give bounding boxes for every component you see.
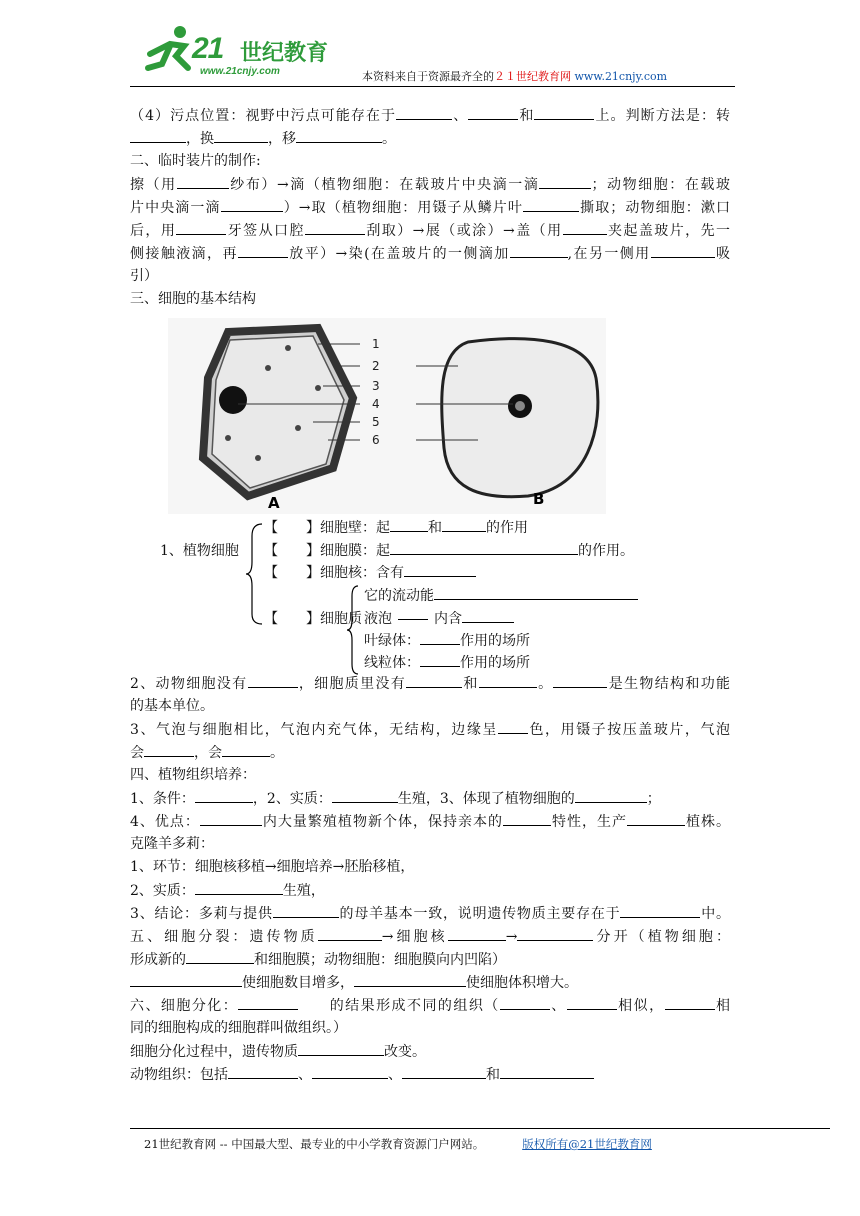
brace-icon <box>244 522 264 626</box>
worksheet-body <box>130 104 730 311</box>
logo-url: www.21cnjy.com <box>200 66 280 77</box>
rest-line-15: 细胞分化过程中，遗传物质 改变。 <box>130 1040 730 1063</box>
logo-runner-icon <box>140 24 200 72</box>
plant-cell-structure: 1、植物细胞 【 】细胞壁：起 和 的作用 【 】细胞膜：起 的作用。 【 】细胞核：含有 【 】细胞质 它的流动能 液泡 内含 叶绿体： 作用的场所 线粒体： 作用的场所 <box>130 514 730 674</box>
page-header <box>130 18 730 84</box>
brace-small-icon <box>346 584 360 676</box>
header-tagline: 本资料来自于资源最齐全的２１世纪教育网 www.21cnjy.com <box>362 70 668 83</box>
rest-line-7: 1、环节：细胞核移植→细胞培养→胚胎移植， <box>130 859 415 875</box>
footer-site-text: 21世纪教育网 -- 中国最大型、最专业的中小学教育资源门户网站。 <box>144 1137 485 1151</box>
rest-line-2: 的基本单位。 <box>130 698 214 714</box>
header-brand-link[interactable]: ２１世纪教育网 <box>494 70 571 83</box>
diagram-label-4: 4 <box>372 397 380 411</box>
rest-line-11: 形成新的 和细胞膜；动物细胞：细胞膜向内凹陷） <box>130 948 730 971</box>
diagram-label-1: 1 <box>372 337 380 351</box>
line-8: 引） <box>130 268 158 284</box>
logo-number: 21 <box>192 32 224 65</box>
plant-cell <box>203 328 353 496</box>
rest-line-4: 会 ，会 。 <box>130 741 730 764</box>
section-4-heading: 四、植物组织培养： <box>130 767 256 783</box>
section-3-heading: 三、细胞的基本结构 <box>130 291 256 307</box>
line-4: 擦（用 纱布）→滴（植物细胞：在载玻片中央滴一滴 ；动物细胞：在载玻 <box>130 173 730 196</box>
clone-heading: 克隆羊多莉： <box>130 836 214 852</box>
diagram-label-2: 2 <box>372 359 380 373</box>
rest-line-1: 2、动物细胞没有 ，细胞质里没有 和 。 是生物结构和功能 <box>130 672 730 695</box>
rest-line-9: 3、结论：多莉与提供 的母羊基本一致，说明遗传物质主要存在于 中。 <box>130 902 730 925</box>
diagram-label-5: 5 <box>372 415 380 429</box>
footer-copyright-link[interactable]: 版权所有@21世纪教育网 <box>522 1137 652 1151</box>
diagram-label-3: 3 <box>372 379 380 393</box>
rest-line-6: 4、优点： 内大量繁殖植物新个体，保持亲本的 特性，生产 植株。 <box>130 810 730 833</box>
line-1: （4）污点位置：视野中污点可能存在于 、 和 上。判断方法是：转 <box>130 104 730 127</box>
structure-title: 1、植物细胞 <box>160 543 239 559</box>
header-divider <box>130 86 735 87</box>
worksheet-body-2 <box>130 672 730 1086</box>
line-6: 后，用 牙签从口腔 刮取）→展（或涂）→盖（用 夹起盖玻片，先一 <box>130 219 730 242</box>
header-url-link[interactable]: www.21cnjy.com <box>574 70 668 83</box>
rest-line-5: 1、条件： ，2、实质： 生殖，3、体现了植物细胞的 ； <box>130 787 730 810</box>
line-2: ，换 ，移 。 <box>130 127 730 150</box>
rest-line-12: 使细胞数目增多， 使细胞体积增大。 <box>130 971 730 994</box>
caption-a: A <box>268 494 280 512</box>
rest-line-10: 五、细胞分裂：遗传物质 →细胞核 → 分开（植物细胞： <box>130 925 730 948</box>
line-7: 侧接触液滴，再 放平）→染(在盖玻片的一侧滴加 ,在另一侧用 吸 <box>130 242 730 265</box>
caption-b: B <box>533 490 545 508</box>
rest-line-13: 六、细胞分化： 的结果形成不同的组织（ 、 相似， 相 <box>130 994 730 1017</box>
cell-diagram <box>168 318 606 514</box>
diagram-label-6: 6 <box>372 433 380 447</box>
rest-line-8: 2、实质： 生殖， <box>130 879 730 902</box>
rest-line-16: 动物组织：包括 、 、 和 <box>130 1063 730 1086</box>
section-2-heading: 二、临时装片的制作: <box>130 153 261 169</box>
logo-title: 世纪教育 <box>240 41 329 66</box>
rest-line-14: 同的细胞构成的细胞群叫做组织。） <box>130 1020 347 1036</box>
page-footer <box>144 1136 652 1152</box>
animal-cell <box>442 339 598 497</box>
footer-divider <box>130 1128 830 1129</box>
rest-line-3: 3、气泡与细胞相比，气泡内充气体，无结构，边缘呈 色，用镊子按压盖玻片，气泡 <box>130 718 730 741</box>
line-5: 片中央滴一滴 ）→取（植物细胞：用镊子从鳞片叶 撕取；动物细胞：漱口 <box>130 196 730 219</box>
